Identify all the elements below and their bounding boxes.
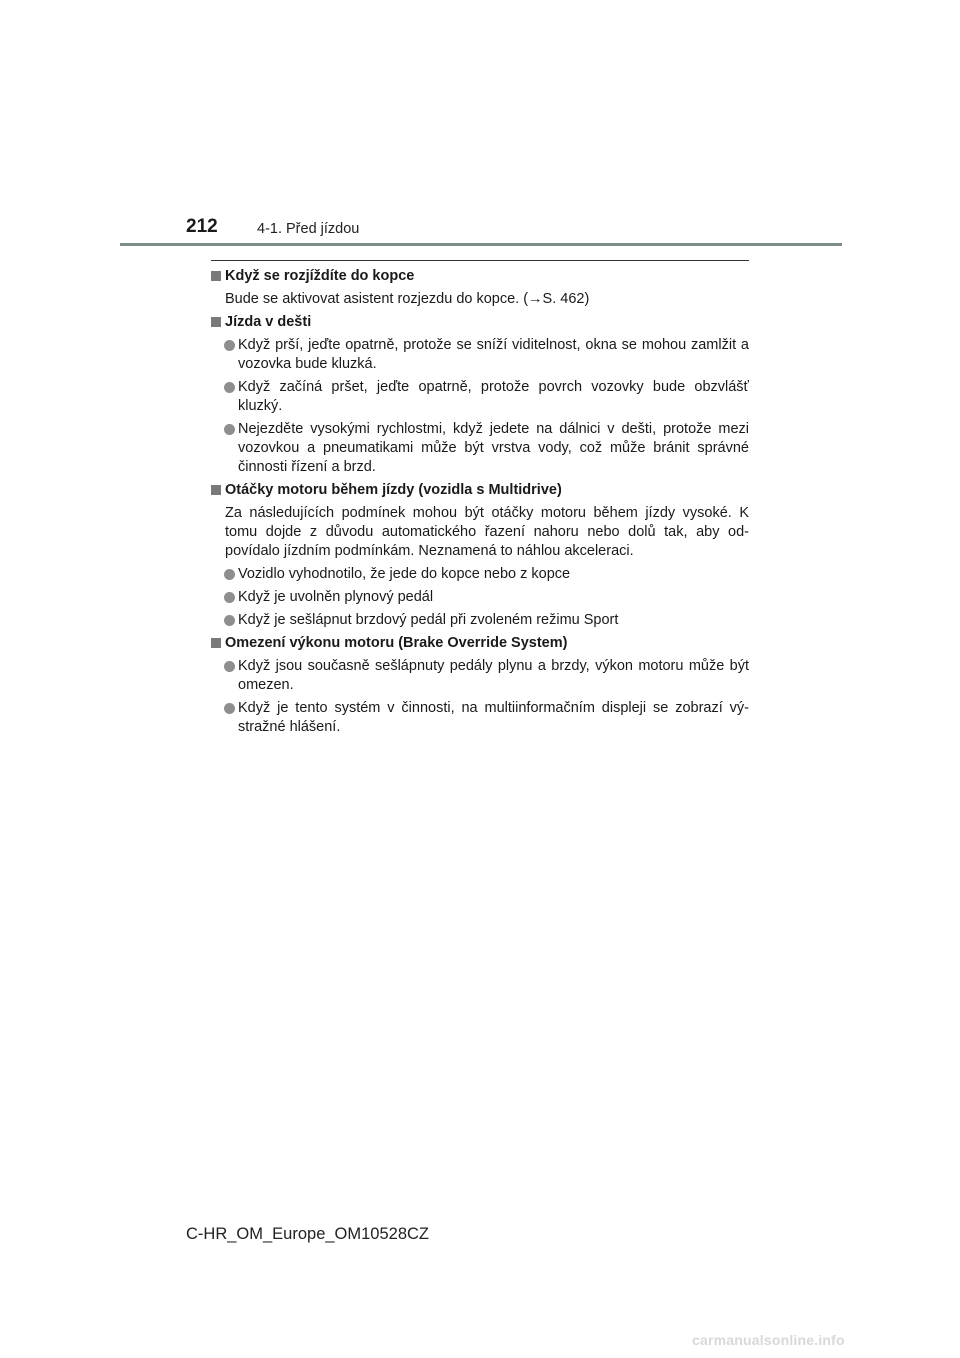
section-hill-start [211,267,749,309]
list-item-text: Nejezděte vysokými rychlostmi, když jedete na dálnici v dešti, protože mezi vozovkou a pneumatikami může být vrstva vody, což může bránit správné činnosti řízení a brzd. [238,421,749,475]
list-item-text: Vozidlo vyhodnotilo, že jede do kopce nebo z kopce [238,566,571,582]
list-item-text: Když jsou současně sešlápnuty pedály plynu a brzdy, výkon motoru může být omezen. [238,658,749,693]
circle-bullet-icon [224,615,235,626]
section-paragraph: Za následujících podmínek mohou být otáčky motoru během jízdy vysoké. K tomu dojde z důvodu automatického řazení nahoru nebo dolů tak, aby od- povídalo jízdním podmínkám. Neznamená to náhlou akceleraci. [225,505,749,559]
list-item [211,378,749,416]
page-header [0,0,960,250]
list-item-text: Když je uvolněn plynový pedál [238,589,434,605]
section-rain-driving [211,313,749,477]
circle-bullet-icon [224,340,235,351]
list-item [211,657,749,695]
circle-bullet-icon [224,569,235,580]
square-bullet-icon [211,638,221,648]
section-heading [211,313,749,332]
square-bullet-icon [211,271,221,281]
document-code: C-HR_OM_Europe_OM10528CZ [186,1225,430,1243]
list-item-text: Když je tento systém v činnosti, na multiinformačním displeji se zobrazí vý- stražné hlášení. [238,700,749,735]
section-title: Když se rozjíždíte do kopce [225,268,415,284]
section-title: Omezení výkonu motoru (Brake Override System) [225,635,568,651]
section-heading [211,267,749,286]
list-item [211,420,749,477]
section-title: Jízda v dešti [225,314,312,330]
circle-bullet-icon [224,703,235,714]
circle-bullet-icon [224,661,235,672]
header-divider [120,243,842,246]
section-engine-speed [211,481,749,630]
list-item [211,336,749,374]
circle-bullet-icon [224,382,235,393]
content-divider [211,260,749,261]
list-item [211,611,749,630]
section-paragraph: Bude se aktivovat asistent rozjezdu do kopce. (→S. 462) [225,291,590,307]
circle-bullet-icon [224,592,235,603]
list-item-text: Když prší, jeďte opatrně, protože se sníží viditelnost, okna se mohou zamlžit a vozovka bude kluzká. [238,337,749,372]
page-content [211,267,749,741]
section-heading [211,481,749,500]
list-item [211,699,749,737]
watermark: carmanualsonline.info [692,1332,845,1348]
list-item [211,588,749,607]
list-item-text: Když je sešlápnut brzdový pedál při zvoleném režimu Sport [238,612,619,628]
circle-bullet-icon [224,424,235,435]
chapter-title: 4-1. Před jízdou [257,221,360,237]
list-item-text: Když začíná pršet, jeďte opatrně, protože povrch vozovky bude obzvlášť kluzký. [238,379,749,414]
list-item [211,565,749,584]
square-bullet-icon [211,485,221,495]
section-title: Otáčky motoru během jízdy (vozidla s Multidrive) [225,482,562,498]
page-number: 212 [186,216,218,237]
section-heading [211,634,749,653]
square-bullet-icon [211,317,221,327]
section-brake-override [211,634,749,737]
